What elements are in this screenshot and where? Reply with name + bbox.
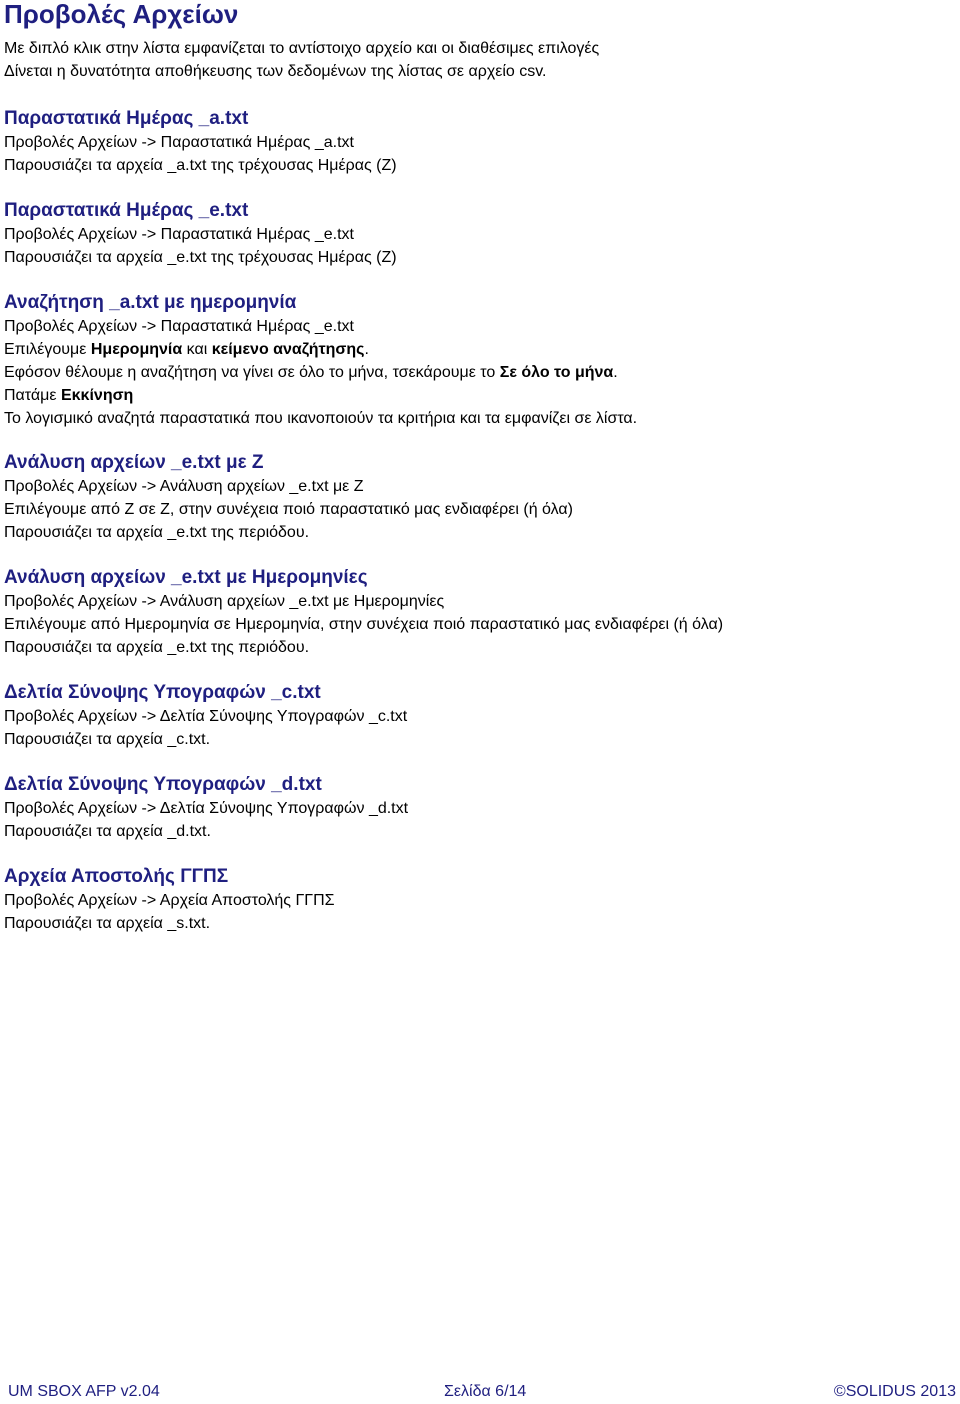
emphasis-date: Ημερομηνία (90, 341, 183, 358)
description: Παρουσιάζει τα αρχεία _e.txt της τρέχουσας Ημέρας (Ζ) (4, 249, 397, 266)
section-signature-summary-d (4, 773, 956, 843)
text: Επιλέγουμε (4, 341, 91, 358)
text: Πατάμε (4, 387, 61, 404)
instruction-line (4, 361, 956, 384)
instruction-line: Επιλέγουμε από Ζ σε Ζ, στην συνέχεια ποιό παραστατικό μας ενδιαφέρει (ή όλα) (4, 501, 573, 518)
page-footer (0, 1380, 960, 1404)
section-title: Παραστατικά Ημέρας _a.txt (4, 108, 249, 129)
description: Το λογισμικό αναζητά παραστατικά που ικανοποιούν τα κριτήρια και τα εμφανίζει σε λίστα. (4, 410, 638, 427)
text: και (182, 341, 212, 358)
section-daily-docs-a (4, 107, 956, 177)
section-daily-docs-e (4, 199, 956, 269)
section-signature-summary-c (4, 681, 956, 751)
emphasis-start: Εκκίνηση (60, 387, 134, 404)
section-search-by-date (4, 291, 956, 430)
section-title: Δελτία Σύνοψης Υπογραφών _c.txt (4, 682, 321, 703)
section-title: Αρχεία Αποστολής ΓΓΠΣ (4, 866, 229, 887)
menu-path: Προβολές Αρχείων -> Δελτία Σύνοψης Υπογραφών _d.txt (4, 800, 409, 817)
menu-path: Προβολές Αρχείων -> Ανάλυση αρχείων _e.txt με Ζ (4, 478, 364, 495)
menu-path: Προβολές Αρχείων -> Παραστατικά Ημέρας _e.txt (4, 318, 354, 335)
description: Παρουσιάζει τα αρχεία _e.txt της περιόδου. (4, 524, 310, 541)
footer-copyright: ©SOLIDUS 2013 (833, 1383, 956, 1400)
section-title: Παραστατικά Ημέρας _e.txt (4, 200, 249, 221)
section-title: Αναζήτηση _a.txt με ημερομηνία (4, 292, 297, 313)
section-analysis-by-dates (4, 566, 956, 659)
description: Παρουσιάζει τα αρχεία _d.txt. (4, 823, 211, 840)
description: Παρουσιάζει τα αρχεία _c.txt. (4, 731, 211, 748)
section-title: Ανάλυση αρχείων _e.txt με Ζ (4, 452, 264, 473)
menu-path: Προβολές Αρχείων -> Αρχεία Αποστολής ΓΓΠΣ (4, 892, 335, 909)
instruction-line (4, 384, 956, 407)
intro-line: Με διπλό κλικ στην λίστα εμφανίζεται το αντίστοιχο αρχείο και οι διαθέσιμες επιλογές (4, 40, 600, 57)
footer-doc-version: UM SBOX AFP v2.04 (8, 1383, 160, 1400)
description: Παρουσιάζει τα αρχεία _a.txt της τρέχουσας Ημέρας (Ζ) (4, 157, 397, 174)
section-title: Δελτία Σύνοψης Υπογραφών _d.txt (4, 774, 322, 795)
text: . (364, 341, 369, 358)
menu-path: Προβολές Αρχείων -> Παραστατικά Ημέρας _e.txt (4, 226, 354, 243)
menu-path: Προβολές Αρχείων -> Παραστατικά Ημέρας _a.txt (4, 134, 354, 151)
description: Παρουσιάζει τα αρχεία _s.txt. (4, 915, 211, 932)
section-analysis-by-z (4, 451, 956, 544)
instruction-line: Επιλέγουμε από Ημερομηνία σε Ημερομηνία, στην συνέχεια ποιό παραστατικό μας ενδιαφέρει (ή όλα) (4, 616, 724, 633)
menu-path: Προβολές Αρχείων -> Δελτία Σύνοψης Υπογραφών _c.txt (4, 708, 408, 725)
menu-path: Προβολές Αρχείων -> Ανάλυση αρχείων _e.txt με Ημερομηνίες (4, 593, 445, 610)
intro-paragraph (4, 37, 599, 83)
footer-page-number: Σελίδα 6/14 (444, 1383, 527, 1400)
instruction-line (4, 338, 956, 361)
emphasis-whole-month: Σε όλο το μήνα (499, 364, 614, 381)
section-ggps-send-files (4, 865, 956, 935)
text: Εφόσον θέλουμε η αναζήτηση να γίνει σε όλο το μήνα, τσεκάρουμε το (4, 364, 500, 381)
description: Παρουσιάζει τα αρχεία _e.txt της περιόδου. (4, 639, 310, 656)
section-title: Ανάλυση αρχείων _e.txt με Ημερομηνίες (4, 567, 368, 588)
text: . (613, 364, 618, 381)
page-title: Προβολές Αρχείων (4, 0, 239, 29)
intro-line: Δίνεται η δυνατότητα αποθήκευσης των δεδομένων της λίστας σε αρχείο csv. (4, 63, 547, 80)
emphasis-search-text: κείμενο αναζήτησης (211, 341, 365, 358)
